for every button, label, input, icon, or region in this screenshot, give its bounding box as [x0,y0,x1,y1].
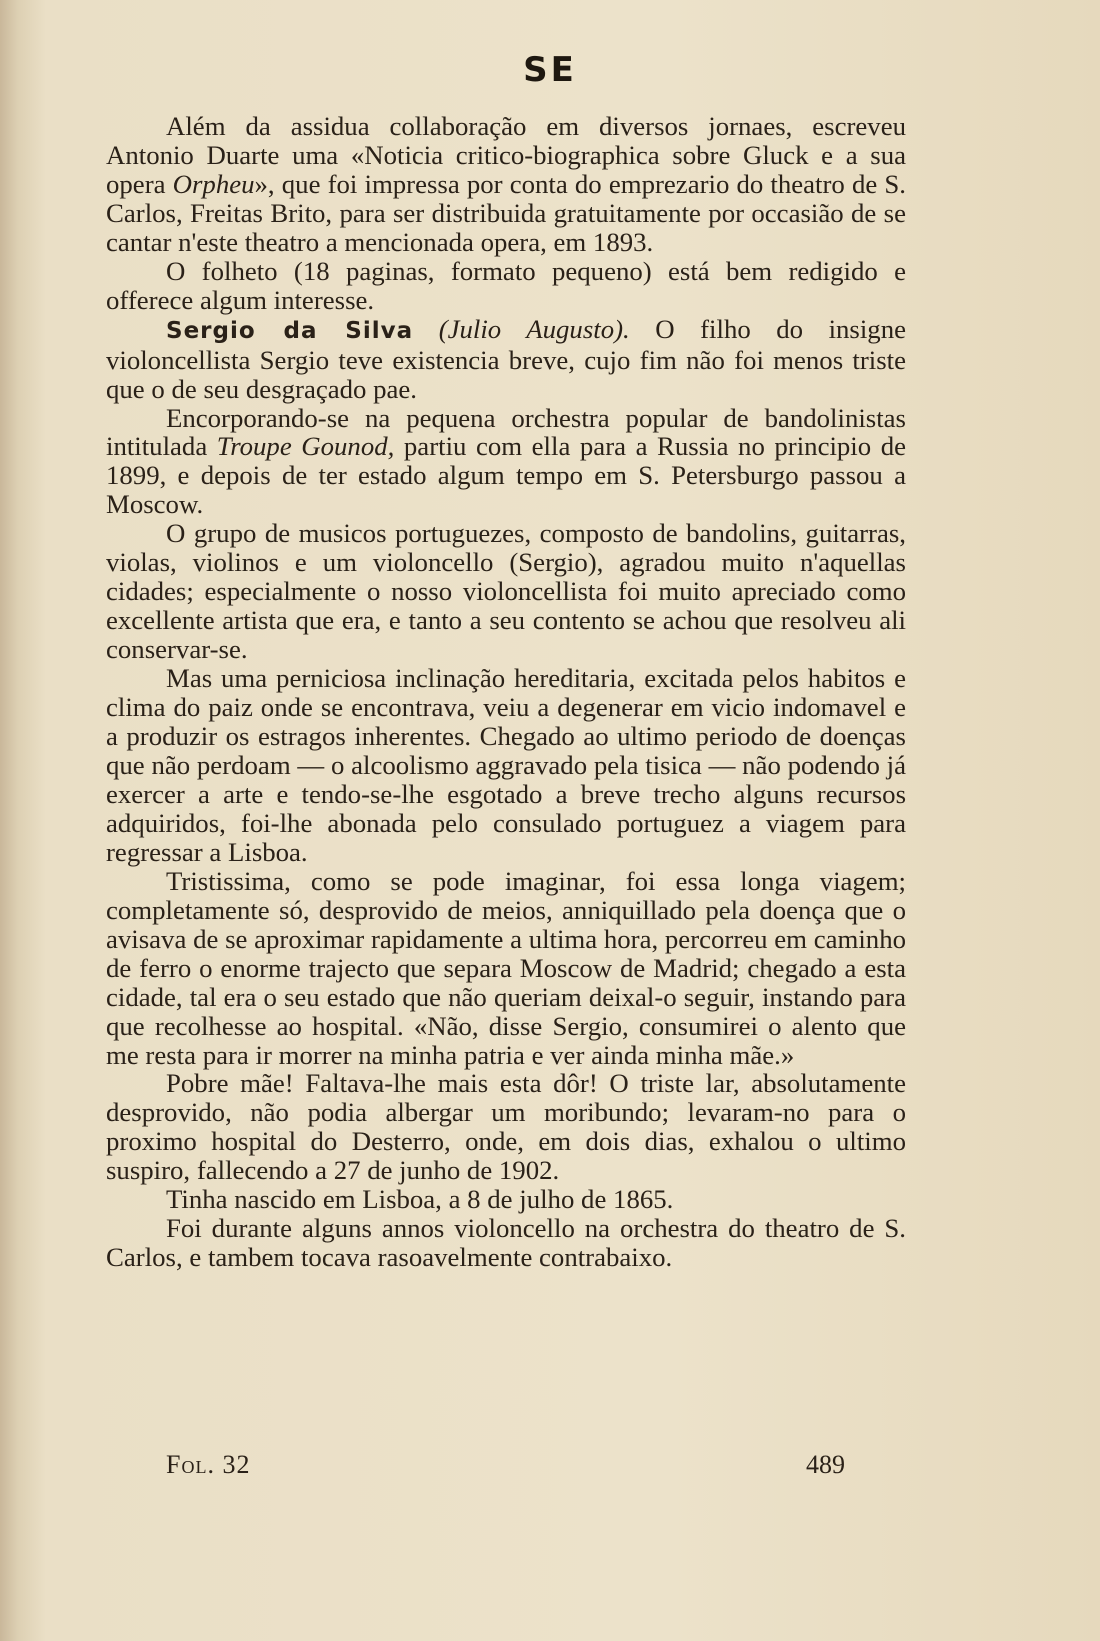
paragraph-8: Pobre mãe! Faltava-lhe mais esta dôr! O triste lar, absolutamente desprovido, não podia albergar um moribundo; levaram-no para o proximo hospital do Desterro, onde, em dois dias, exhalou o ultimo suspiro, fallecendo a 27 de junho de 1902. [106,1068,906,1186]
paragraph-6: Mas uma perniciosa inclinação hereditaria, excitada pelos habitos e clima do paiz onde se encontrava, veiu a degenerar em vicio indomavel e a produzir os estragos inherentes. Chegado ao ultimo periodo de doenças que não perdoam — o alcoolismo aggravado pela tisica — não podendo já exercer a arte e tendo-se-lhe esgotado a breve trecho alguns recursos adquiridos, foi-lhe abonada pelo consulado portuguez a viagem para regressar a Lisboa. [106,663,906,867]
paragraph-1-end: », que foi impressa por conta do emprezario do theatro de S. Carlos, Freitas Brito, para ser distribuida gratuitamente por occasião de se cantar n'este theatro a mencionada opera, em 1893. [106,168,906,257]
opera-title: Orpheu [172,168,255,199]
entry-name: Sergio da Silva [166,317,414,344]
paragraph-9: Tinha nascido em Lisboa, a 8 de julho de 1865. [166,1184,674,1215]
signature-mark: Fol. 32 [166,1450,251,1479]
page-footer [106,1450,906,1482]
entry-given-names: (Julio Augusto). [438,313,630,344]
paragraph-1-text: Além da assidua collaboração em diversos jornaes, escreveu Antonio Duarte uma «Noticia critico-biographica sobre Gluck e a sua opera [106,111,906,199]
article-body [106,112,906,1272]
paragraph-3-text: O filho do insigne violoncellista Sergio teve existencia breve, cujo fim não foi menos triste que o de seu desgraçado pae. [106,313,906,404]
troupe-name: Troupe Gounod, [216,431,395,462]
paragraph-4-end: partiu com ella para a Russia no principio de 1899, e depois de ter estado algum tempo em S. Petersburgo passou a Moscow. [106,431,906,520]
paragraph-4-start: Encorporando-se na pequena orchestra popular de bandolinistas intitulada [106,402,906,462]
page-number: 489 [806,1450,845,1479]
paragraph-4 [106,404,906,520]
paragraph-5: O grupo de musicos portuguezes, composto de bandolins, guitarras, violas, violinos e um violoncello (Sergio), agradou muito n'aquellas cidades; especialmente o nosso violoncellista foi muito apreciado como excellente artista que era, e tanto a seu contento se achou que resolveu ali conservar-se. [106,518,906,665]
paragraph-1 [106,112,906,257]
paragraph-2: O folheto (18 paginas, formato pequeno) está bem redigido e offerece algum interesse. [106,255,906,315]
running-header: SE [523,50,577,90]
paragraph-10: Foi durante alguns annos violoncello na orchestra do theatro de S. Carlos, e tambem tocava rasoavelmente contrabaixo. [106,1213,906,1273]
paragraph-3 [106,315,906,404]
paragraph-7: Tristissima, como se pode imaginar, foi essa longa viagem; completamente só, desprovido de meios, anniquillado pela doença que o avisava de se aproximar rapidamente a ultima hora, percorreu em caminho de ferro o enorme trajecto que separa Moscow de Madrid; chegado a esta cidade, tal era o seu estado que não queriam deixal-o seguir, instando para que recolhesse ao hospital. «Não, disse Sergio, consumirei o alento que me resta para ir morrer na minha patria e ver ainda minha mãe.» [106,865,906,1070]
